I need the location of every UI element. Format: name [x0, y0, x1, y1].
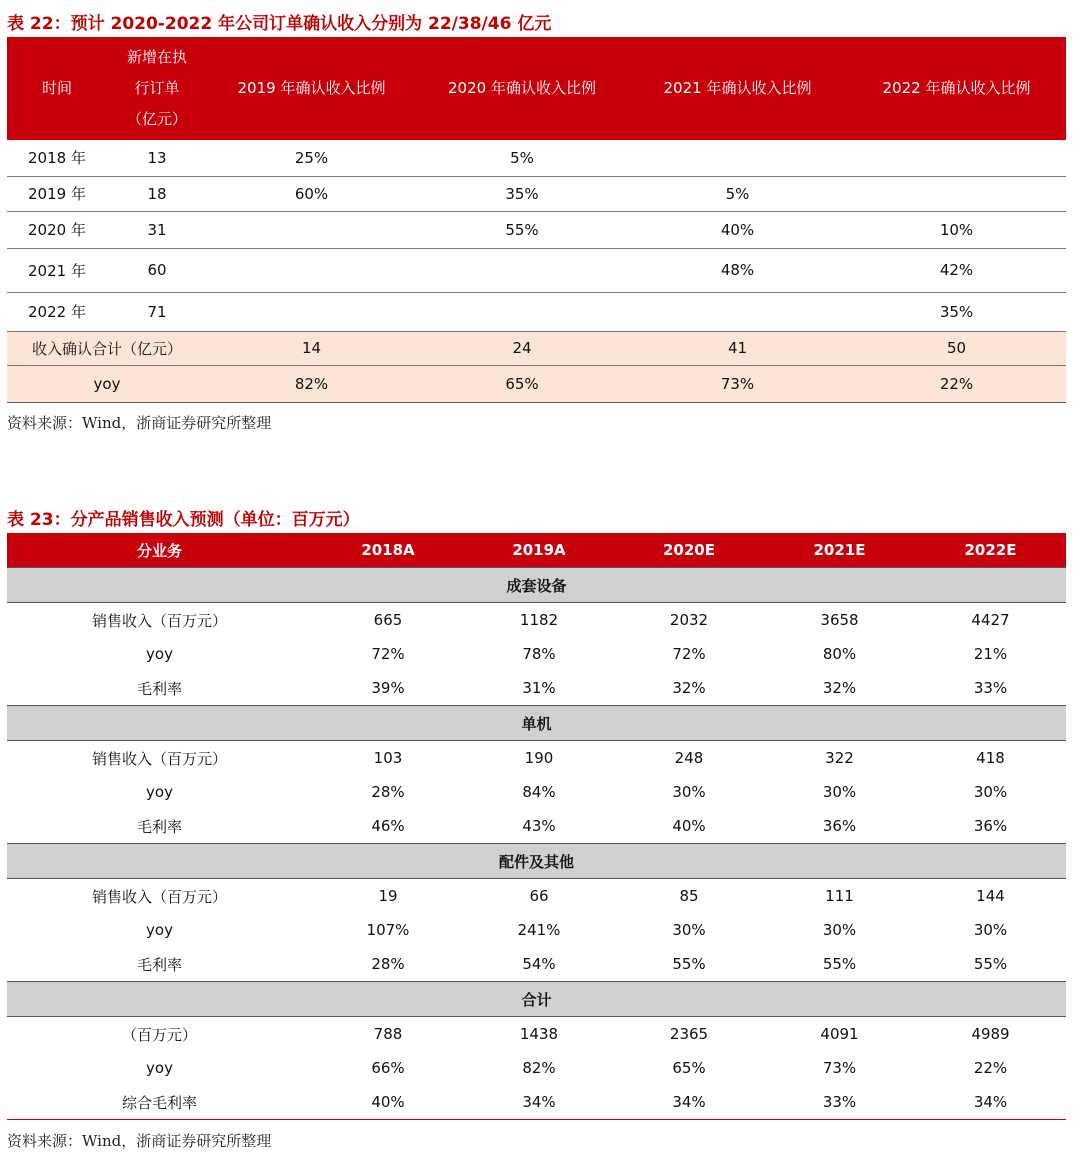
table23-row-label: 销售收入（百万元） — [91, 611, 227, 630]
table23-cell: 2365 — [669, 1025, 709, 1043]
table23-cell: 4427 — [971, 611, 1010, 629]
table22-cell: 31 — [107, 211, 207, 248]
table23-row — [7, 1051, 1066, 1085]
table23-source: 资料来源：Wind，浙商证券研究所整理 — [7, 1132, 272, 1150]
table23-cell: 30% — [822, 921, 857, 939]
table23-section-header — [7, 706, 1066, 741]
table23-cell: 80% — [822, 645, 857, 663]
table23-section-title: 配件及其他 — [7, 844, 1066, 879]
table23-section-header — [7, 982, 1066, 1017]
table23-row-label: （百万元） — [121, 1025, 197, 1044]
table22-cell: 35% — [416, 176, 628, 211]
table22-total-2021: 41 — [628, 331, 847, 365]
table23-cell: 72% — [672, 645, 706, 663]
table23-cell: 55% — [822, 955, 857, 973]
table23-section-title: 单机 — [7, 706, 1066, 741]
table22-yoy-2020: 65% — [416, 365, 628, 402]
table22-cell: 60% — [207, 176, 416, 211]
table22-cell — [847, 176, 1066, 211]
table22-cell: 48% — [628, 248, 847, 292]
table23-cell: 28% — [371, 783, 405, 801]
table23-cell: 39% — [371, 679, 405, 697]
table23-row — [7, 775, 1066, 809]
table23-cell: 19 — [378, 887, 398, 905]
table23-row-label: 毛利率 — [136, 955, 182, 974]
table22-header-2021: 2021 年确认收入比例 — [663, 79, 812, 97]
table23-row — [7, 671, 1066, 706]
table22-header-new-orders-line2: 行订单 — [134, 79, 180, 97]
table23-cell: 103 — [373, 749, 403, 767]
table23-cell: 54% — [522, 955, 556, 973]
table22-cell — [207, 292, 416, 331]
table23-cell: 85 — [679, 887, 699, 905]
table22-caption: 表 22：预计 2020-2022 年公司订单确认收入分别为 22/38/46 亿元 — [7, 14, 552, 34]
table22-yoy-2019: 82% — [207, 365, 416, 402]
table23-row-label: 销售收入（百万元） — [91, 749, 227, 768]
table23-row — [7, 947, 1066, 982]
table23-cell: 4989 — [971, 1025, 1010, 1043]
table23-cell: 1182 — [519, 611, 559, 629]
table22-total-2020: 24 — [416, 331, 628, 365]
table22-header-new-orders-line1: 新增在执 — [126, 48, 187, 66]
table23-row — [7, 1017, 1066, 1052]
table23-cell: 30% — [672, 921, 706, 939]
table23-row — [7, 637, 1066, 671]
table23-header-2018a: 2018A — [361, 541, 415, 559]
table22-cell: 5% — [416, 140, 628, 176]
table23-cell: 43% — [522, 817, 556, 835]
table23-row — [7, 603, 1066, 638]
table23-cell: 190 — [524, 749, 554, 767]
table22-cell: 10% — [847, 211, 1066, 248]
table23-header-2020e: 2020E — [663, 541, 715, 559]
table23-cell: 144 — [976, 887, 1005, 905]
table22-source: 资料来源：Wind，浙商证券研究所整理 — [7, 414, 272, 432]
table22-yoy-2022: 22% — [847, 365, 1066, 402]
table23-cell: 28% — [371, 955, 405, 973]
table23-cell: 32% — [672, 679, 706, 697]
table23-section-title: 成套设备 — [7, 568, 1066, 603]
table23-cell: 22% — [973, 1059, 1008, 1077]
table23-cell: 107% — [366, 921, 410, 939]
table23-row — [7, 879, 1066, 914]
table22-cell — [416, 292, 628, 331]
table22-cell — [416, 248, 628, 292]
table22-header-row — [7, 37, 1066, 140]
table22-row — [7, 140, 1066, 176]
table22-cell: 5% — [628, 176, 847, 211]
table23-cell: 4091 — [820, 1025, 859, 1043]
table22-cell — [628, 140, 847, 176]
table23-row-label: 毛利率 — [136, 817, 182, 836]
table23-cell: 36% — [822, 817, 857, 835]
table22-total-2019: 14 — [207, 331, 416, 365]
table23-cell: 665 — [373, 611, 403, 629]
table23-cell: 66% — [371, 1059, 405, 1077]
table23-section-header — [7, 844, 1066, 879]
table22-cell: 2021 年 — [7, 248, 107, 292]
table23-cell: 788 — [373, 1025, 403, 1043]
table23-cell: 33% — [973, 679, 1008, 697]
table23-cell: 73% — [822, 1059, 857, 1077]
table23-cell: 30% — [822, 783, 857, 801]
table23-cell: 34% — [614, 1085, 764, 1120]
table22-yoy-label: yoy — [7, 365, 207, 402]
table23-section-title: 合计 — [7, 982, 1066, 1017]
table23-cell: 2032 — [669, 611, 709, 629]
table23-row — [7, 741, 1066, 776]
table23-section-header — [7, 568, 1066, 603]
table23-cell: 3658 — [820, 611, 859, 629]
table22-header-time: 时间 — [41, 79, 72, 97]
table23-row-label: 综合毛利率 — [7, 1085, 312, 1120]
table23-cell: 84% — [522, 783, 556, 801]
table23-cell: 1438 — [519, 1025, 559, 1043]
table22-cell: 42% — [847, 248, 1066, 292]
table23-header-segment: 分业务 — [136, 541, 182, 560]
table23-cell: 34% — [464, 1085, 614, 1120]
table23-cell: 241% — [517, 921, 561, 939]
table22-row — [7, 248, 1066, 292]
table22-total-label: 收入确认合计（亿元） — [7, 331, 207, 365]
table23-cell: 21% — [973, 645, 1008, 663]
table22-cell: 2018 年 — [7, 140, 107, 176]
table22-cell: 60 — [107, 248, 207, 292]
table22-cell: 40% — [628, 211, 847, 248]
table23 — [7, 533, 1066, 1120]
table23-row — [7, 809, 1066, 844]
table22-row — [7, 176, 1066, 211]
table22-cell: 25% — [207, 140, 416, 176]
table22-total-row — [7, 331, 1066, 365]
table22-cell: 2022 年 — [7, 292, 107, 331]
table23-cell: 30% — [973, 921, 1008, 939]
table23-cell: 31% — [522, 679, 556, 697]
table23-cell: 248 — [674, 749, 704, 767]
table23-row-label: yoy — [146, 645, 173, 663]
table23-cell: 33% — [764, 1085, 915, 1120]
table23-cell: 82% — [522, 1059, 556, 1077]
table23-row-label: 销售收入（百万元） — [91, 887, 227, 906]
table23-row-label: yoy — [146, 921, 173, 939]
table23-header-row — [7, 533, 1066, 568]
table23-row-label: yoy — [146, 783, 173, 801]
table23-cell: 30% — [672, 783, 706, 801]
table22-cell: 55% — [416, 211, 628, 248]
table23-cell: 46% — [371, 817, 405, 835]
table22-row — [7, 292, 1066, 331]
table23-cell: 36% — [973, 817, 1008, 835]
table23-caption: 表 23：分产品销售收入预测（单位：百万元） — [7, 510, 360, 530]
table22-cell — [847, 140, 1066, 176]
table22-cell: 18 — [107, 176, 207, 211]
table22-yoy-2021: 73% — [628, 365, 847, 402]
table23-row — [7, 1085, 1066, 1120]
table23-cell: 55% — [973, 955, 1008, 973]
table22-header-new-orders — [107, 37, 207, 140]
table23-cell: 40% — [672, 817, 706, 835]
table22-cell: 2019 年 — [7, 176, 107, 211]
table23-cell: 40% — [312, 1085, 464, 1120]
table22-header-2019: 2019 年确认收入比例 — [237, 79, 386, 97]
table22-header-2020: 2020 年确认收入比例 — [448, 79, 596, 97]
table23-header-2019a: 2019A — [512, 541, 566, 559]
table23-cell: 66 — [529, 887, 549, 905]
table23-header-2021e: 2021E — [813, 541, 866, 559]
table22 — [7, 37, 1066, 403]
table23-cell: 72% — [371, 645, 405, 663]
table22-header-new-orders-line3: （亿元） — [126, 110, 187, 128]
table22-total-2022: 50 — [847, 331, 1066, 365]
table23-header-2022e: 2022E — [964, 541, 1017, 559]
table23-cell: 418 — [976, 749, 1005, 767]
table22-yoy-row — [7, 365, 1066, 402]
table23-cell: 30% — [973, 783, 1008, 801]
table22-row — [7, 211, 1066, 248]
table23-cell: 34% — [915, 1085, 1066, 1120]
table23-cell: 32% — [822, 679, 857, 697]
table22-cell — [207, 211, 416, 248]
table22-cell: 35% — [847, 292, 1066, 331]
table23-cell: 322 — [825, 749, 854, 767]
table22-cell — [628, 292, 847, 331]
table22-header-2022: 2022 年确认收入比例 — [882, 79, 1031, 97]
table23-row-label: 毛利率 — [136, 679, 182, 698]
table23-row-label: yoy — [146, 1059, 173, 1077]
table23-cell: 78% — [522, 645, 556, 663]
table23-cell: 55% — [672, 955, 706, 973]
table22-cell: 71 — [107, 292, 207, 331]
table23-cell: 65% — [672, 1059, 706, 1077]
table22-cell: 2020 年 — [7, 211, 107, 248]
table22-cell: 13 — [107, 140, 207, 176]
table23-row — [7, 913, 1066, 947]
table22-cell — [207, 248, 416, 292]
table23-cell: 111 — [825, 887, 854, 905]
